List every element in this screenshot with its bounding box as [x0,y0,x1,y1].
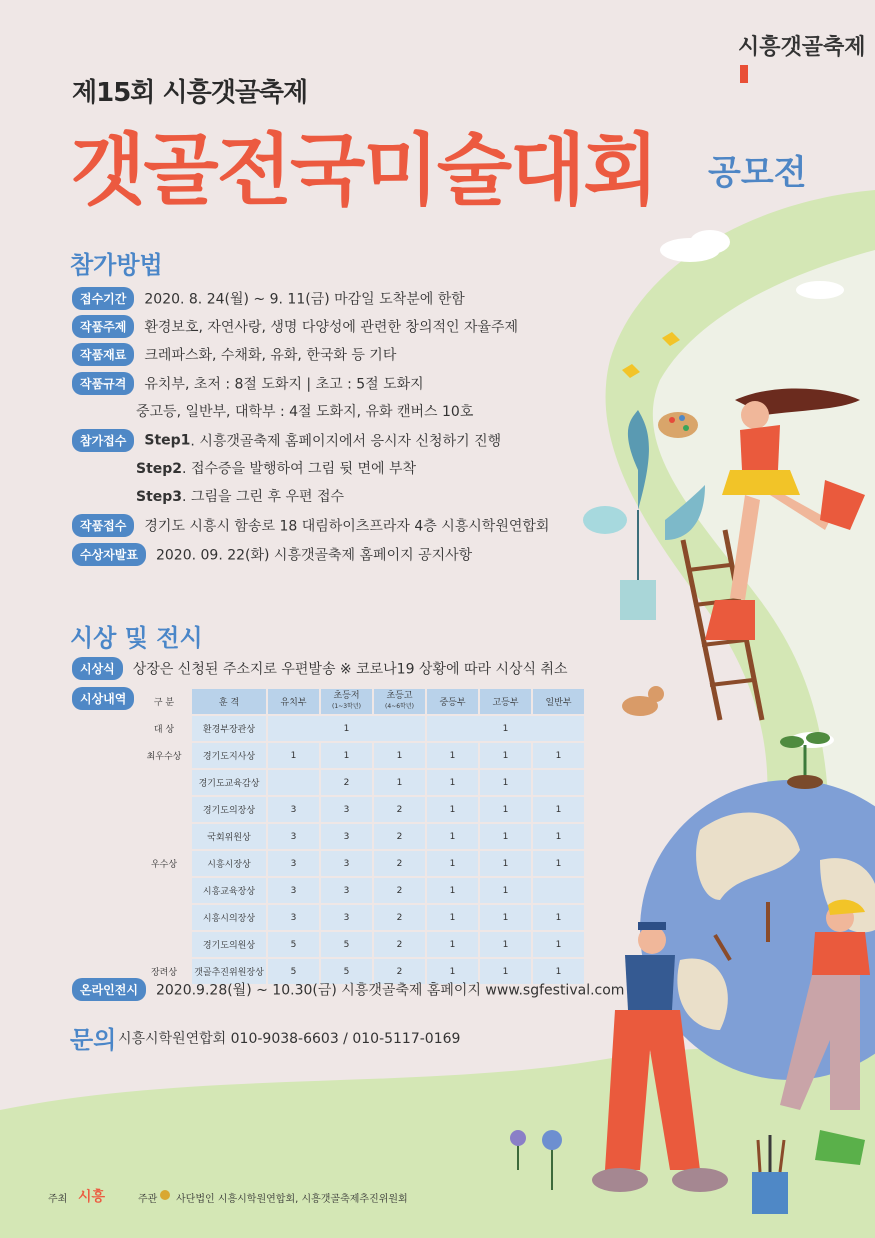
info-text: 2020.9.28(월) ~ 10.30(금) 시흥갯골축제 홈페이지 www.sgfestival.com [155,982,625,999]
award-count: 3 [267,823,320,850]
info-row-size-2: 중고등, 일반부, 대학부 : 4절 도화지, 유화 캔버스 10호 [136,404,474,420]
info-tag: 수상자발표 [72,543,146,566]
info-tag: 온라인전시 [72,978,146,1001]
award-header-cell: 중등부 [426,688,479,715]
award-count: 3 [320,904,373,931]
info-tag: 접수기간 [72,287,134,310]
award-header-cell: 구 분 [137,688,191,715]
award-count: 1 [479,958,532,985]
award-row-grand [137,715,585,742]
award-count: 3 [267,850,320,877]
award-count: 5 [267,931,320,958]
info-row-award-details [72,687,144,710]
award-count: 1 [479,769,532,796]
award-row [137,796,585,823]
award-count: 2 [373,904,426,931]
award-count: 1 [479,850,532,877]
award-count: 1 [426,715,585,742]
step-label: Step3 [136,489,183,505]
award-name: 경기도지사상 [191,742,267,769]
award-header-sub: (4~6학년) [385,703,414,710]
award-count: 1 [426,958,479,985]
info-row-submit [72,514,549,537]
award-header-cell: 유치부 [267,688,320,715]
info-row-announcement [72,543,472,566]
award-count: 2 [373,823,426,850]
award-count: 1 [373,769,426,796]
step-label: Step2 [136,461,183,477]
award-header-label: 초등저 [333,691,360,701]
award-count: 1 [426,823,479,850]
award-count: 1 [426,769,479,796]
award-category: 우수상 [137,850,191,877]
award-count [532,877,585,904]
award-count: 1 [426,796,479,823]
award-count: 2 [373,796,426,823]
award-count: 3 [320,823,373,850]
award-count: 1 [373,742,426,769]
award-row [137,769,585,796]
award-header-label: 초등고 [386,691,413,701]
award-header-cell: 훈 격 [191,688,267,715]
section-heading-awards: 시상 및 전시 [70,624,203,652]
award-count: 5 [267,958,320,985]
award-count: 3 [320,796,373,823]
award-row [137,931,585,958]
award-count: 3 [320,877,373,904]
info-text: 유치부, 초저 : 8절 도화지 | 초고 : 5절 도화지 [144,376,424,393]
award-count: 1 [267,715,426,742]
info-tag: 작품재료 [72,343,134,366]
award-name: 시흥시의장상 [191,904,267,931]
award-name: 갯골추진위원장상 [191,958,267,985]
award-row [137,823,585,850]
award-header-cell: 고등부 [479,688,532,715]
footer-host-label: 주최 [48,1194,68,1205]
info-text: . 접수증을 발행하여 그림 뒷 면에 부착 [182,461,417,477]
award-category [137,931,191,958]
event-subtitle: 제15회 시흥갯골축제 [72,78,308,108]
info-tag: 작품주제 [72,315,134,338]
info-text: 2020. 09. 22(화) 시흥갯골축제 홈페이지 공지사항 [155,547,473,564]
award-count: 2 [320,769,373,796]
award-name: 시흥교육장상 [191,877,267,904]
info-row-period [72,287,465,310]
info-row-apply [72,429,501,452]
award-count: 1 [532,850,585,877]
info-row-size [72,372,424,395]
award-category: 최우수상 [137,742,191,769]
award-count: 1 [532,742,585,769]
award-count: 2 [373,958,426,985]
award-count: 2 [373,877,426,904]
award-count: 1 [320,742,373,769]
award-count: 1 [426,877,479,904]
award-count: 1 [532,958,585,985]
footer-org-label: 주관 [138,1194,158,1205]
info-tag: 시상내역 [72,687,134,710]
award-name: 경기도의원상 [191,931,267,958]
award-count: 3 [320,850,373,877]
info-row-ceremony [72,657,568,680]
award-count: 1 [267,742,320,769]
award-count: 1 [479,823,532,850]
step-label: Step1 [144,432,191,449]
award-count: 1 [532,904,585,931]
award-name: 국회위원상 [191,823,267,850]
info-text: 상장은 신청된 주소지로 우편발송 ※ 코로나19 상황에 따라 시상식 취소 [132,661,568,678]
award-count: 1 [426,904,479,931]
info-tag: 참가접수 [72,429,134,452]
info-text: 2020. 8. 24(월) ~ 9. 11(금) 마감일 도착분에 한함 [144,291,465,308]
event-title-suffix: 공모전 [708,153,807,193]
award-count: 2 [373,850,426,877]
info-text: . 그림을 그린 후 우편 접수 [182,489,344,505]
info-text: 크레파스화, 수채화, 유화, 한국화 등 기타 [144,347,397,364]
inquiry-heading: 문의 [70,1026,117,1054]
info-row-material [72,343,396,366]
host-logo: 시흥 [78,1189,106,1205]
award-header-cell [320,688,373,715]
award-header-cell: 일반부 [532,688,585,715]
award-row [137,877,585,904]
info-row-step2 [136,458,416,478]
award-category [137,904,191,931]
award-name: 시흥시장상 [191,850,267,877]
award-row-excellent-top [137,742,585,769]
award-count: 5 [320,931,373,958]
award-count: 1 [532,823,585,850]
info-text: 환경보호, 자연사랑, 생명 다양성에 관련한 창의적인 자율주제 [144,319,519,336]
award-name: 경기도교육감상 [191,769,267,796]
info-row-step3 [136,486,344,506]
org-emblem-icon [160,1190,170,1200]
award-table-header-row [137,688,585,715]
award-count: 3 [267,877,320,904]
award-count [532,769,585,796]
inquiry-contact: 시흥시학원연합회 010-9038-6603 / 010-5117-0169 [118,1031,461,1047]
award-header-sub: (1~3학년) [332,703,361,710]
award-count: 1 [426,850,479,877]
award-count: 1 [532,796,585,823]
award-table [136,687,586,986]
event-title: 갯골전국미술대회 [70,126,657,216]
award-count: 1 [479,742,532,769]
section-heading-participation: 참가방법 [70,251,163,279]
award-row [137,904,585,931]
award-count: 1 [426,931,479,958]
award-header-cell [373,688,426,715]
award-name: 경기도의장상 [191,796,267,823]
festival-logo [738,30,875,86]
award-count: 1 [479,904,532,931]
award-category [137,877,191,904]
award-count [267,769,320,796]
award-category [137,796,191,823]
award-category [137,823,191,850]
award-category: 대 상 [137,715,191,742]
award-count: 3 [267,796,320,823]
award-row [137,850,585,877]
logo-mark-icon [740,65,748,83]
festival-logo-text: 시흥갯골축제 [738,35,866,60]
info-text: . 시흥갯골축제 홈페이지에서 응시자 신청하기 진행 [190,433,502,450]
award-category: 장려상 [137,958,191,985]
info-tag: 시상식 [72,657,123,680]
info-tag: 작품규격 [72,372,134,395]
award-count: 3 [267,904,320,931]
award-category [137,769,191,796]
award-count: 1 [426,742,479,769]
award-count: 1 [532,931,585,958]
award-count: 5 [320,958,373,985]
award-count: 1 [479,877,532,904]
info-row-theme [72,315,518,338]
footer-org-name: 사단법인 시흥시학원연합회, 시흥갯골축제추진위원회 [176,1194,408,1205]
award-name: 환경부장관상 [191,715,267,742]
info-text: 경기도 시흥시 함송로 18 대림하이츠프라자 4층 시흥시학원연합회 [144,518,550,535]
award-count: 2 [373,931,426,958]
info-row-online-exhibition [72,978,624,1001]
award-count: 1 [479,931,532,958]
info-tag: 작품접수 [72,514,134,537]
award-count: 1 [479,796,532,823]
